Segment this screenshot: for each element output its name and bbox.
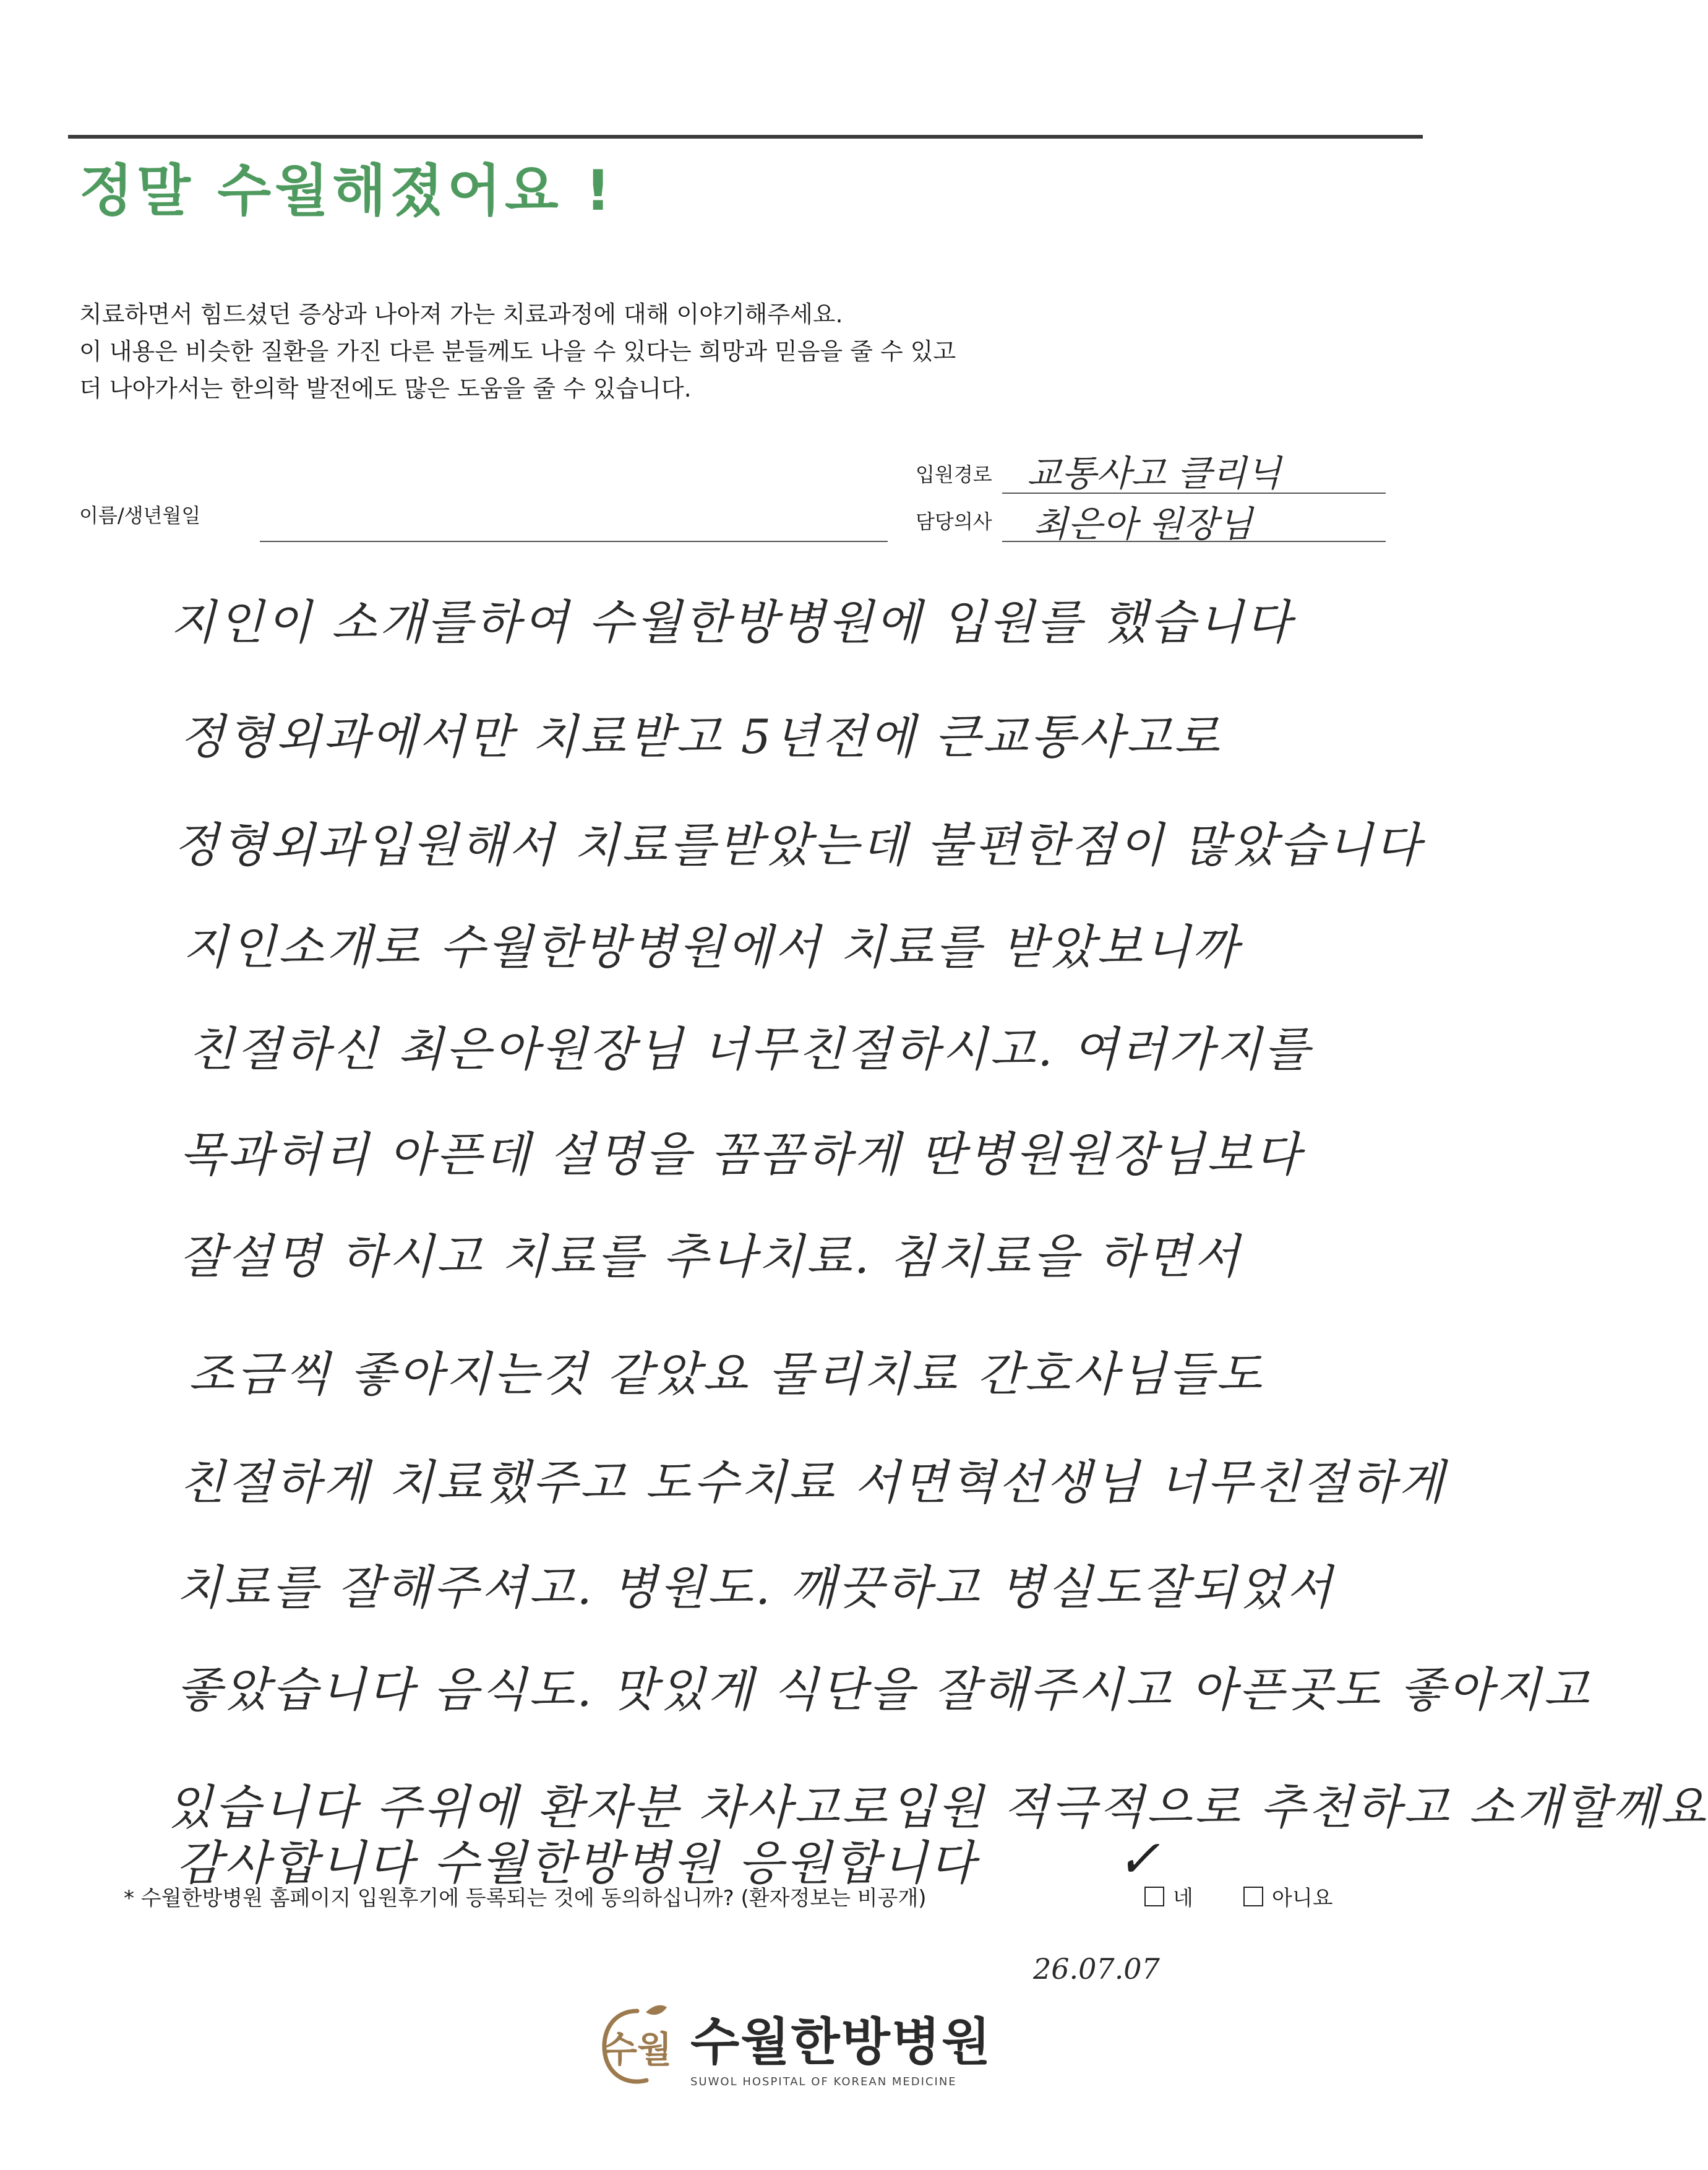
letter-line: 친절하게 치료했주고 도수치료 서면혁선생님 너무친절하게 — [179, 1455, 1447, 1510]
letter-line: 지인소개로 수월한방병원에서 치료를 받았보니까 — [182, 919, 1241, 975]
name-line — [260, 541, 888, 542]
route-label: 입원경로 — [916, 463, 992, 486]
intro-line: 치료하면서 힘드셨던 증상과 나아져 가는 치료과정에 대해 이야기해주세요. — [79, 301, 843, 328]
check-mark: ✓ — [1117, 1828, 1161, 1889]
logo-name: 수월한방병원 — [690, 2013, 992, 2072]
logo-emblem-text: 수월 — [602, 2028, 672, 2070]
top-divider — [68, 135, 1423, 139]
logo-emblem-icon — [594, 1999, 680, 2091]
page-title: 정말 수월해졌어요 ! — [79, 158, 615, 223]
letter-line: 정형외과에서만 치료받고 5년전에 큰교통사고로 — [179, 709, 1222, 764]
letter-line: 지인이 소개를하여 수월한방병원에 입원를 했습니다 — [170, 595, 1294, 650]
letter-line: 치료를 잘해주셔고. 병원도. 깨끗하고 병실도잘되었서 — [176, 1560, 1335, 1615]
consent-no-label: 아니요 — [1272, 1886, 1333, 1911]
hospital-logo — [594, 1999, 992, 2091]
doctor-value: 최은아 원장님 — [1033, 503, 1253, 545]
intro-line: 이 내용은 비슷한 질환을 가진 다른 분들께도 나을 수 있다는 희망과 믿음을 줄 수 있고 — [79, 338, 956, 365]
name-label: 이름/생년월일 — [79, 504, 201, 527]
letter-line: 감사합니다 수월한방병원 응원합니다 — [176, 1835, 977, 1890]
consent-yes-option[interactable] — [1144, 1881, 1193, 1911]
checkbox-no[interactable] — [1243, 1887, 1263, 1906]
letter-line: 목과허리 아픈데 설명을 꼼꼼하게 딴병원원장님보다 — [179, 1127, 1303, 1182]
intro-line: 더 나아가서는 한의학 발전에도 많은 도움을 줄 수 있습니다. — [79, 375, 692, 402]
consent-no-option[interactable] — [1243, 1881, 1333, 1911]
logo-subtitle: SUWOL HOSPITAL OF KOREAN MEDICINE — [690, 2075, 957, 2088]
checkbox-yes[interactable] — [1144, 1887, 1164, 1906]
letter-line: 정형외과입원해서 치료를받았는데 불편한점이 많았습니다 — [173, 817, 1423, 872]
consent-question: * 수월한방병원 홈페이지 입원후기에 등록되는 것에 동의하십니까? (환자정보는 비공개) — [124, 1886, 927, 1911]
consent-yes-label: 네 — [1173, 1886, 1193, 1911]
letter-line: 조금씩 좋아지는것 같았요 물리치료 간호사님들도 — [189, 1346, 1264, 1401]
letter-line: 있습니다 주위에 환자분 차사고로입원 적극적으로 추천하고 소개할께요 — [167, 1780, 1708, 1835]
handwritten-date: 26.07.07 — [1033, 1952, 1160, 1986]
letter-line: 친절하신 최은아원장님 너무친절하시고. 여러가지를 — [189, 1022, 1312, 1077]
doctor-label: 담당의사 — [916, 510, 992, 533]
intro-text — [79, 296, 956, 407]
letter-line: 잘설명 하시고 치료를 추나치료. 침치료을 하면서 — [179, 1229, 1242, 1284]
letter-line: 좋았습니다 음식도. 맛있게 식단을 잘해주시고 아픈곳도 좋아지고 — [176, 1662, 1592, 1717]
route-value: 교통사고 클리닉 — [1027, 452, 1281, 494]
